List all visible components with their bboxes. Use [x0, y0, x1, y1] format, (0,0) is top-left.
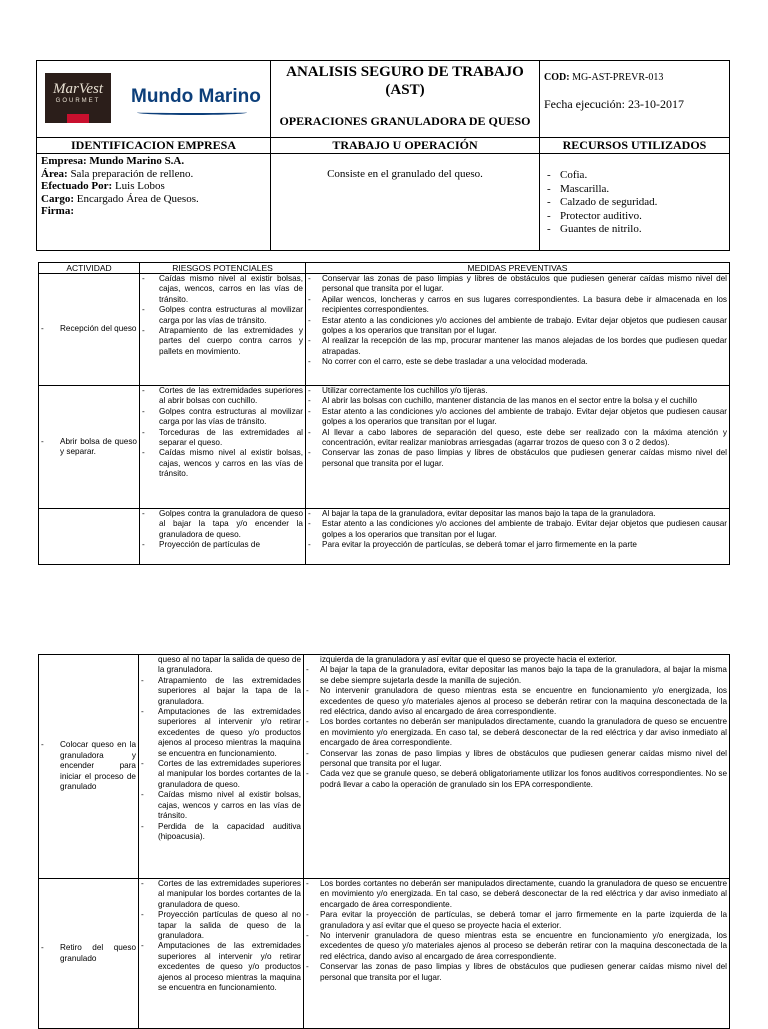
medida-item: - Al realizar la recepción de las mp, procurar mantener las manos alejadas de los bordes que pudiesen quedar atrapadas. [308, 336, 727, 357]
riesgos-cell [139, 879, 304, 1029]
actividad-cell [39, 386, 140, 509]
activity-row [39, 509, 730, 565]
medidas-cell [306, 274, 730, 386]
activity-row [39, 274, 730, 386]
riesgo-item: - Cortes de las extremidades superiores al manipular los bordes cortantes de la granuladora de queso. [141, 879, 301, 910]
riesgo-item: - Atrapamiento de las extremidades superiores al bajar la tapa de la granuladora. [141, 676, 301, 707]
medida-item: - No intervenir granuladora de queso mientras esta se encuentre en funcionamiento y/o energizada, los excedentes de queso y/o materiales ajenos al proceso se deberán retirar con la maquina desconectada de la red eléctrica, dando aviso al encargado de área correspondiente. [306, 931, 727, 962]
riesgo-item: - Proyección de partículas de [142, 540, 303, 550]
activity-table-1 [38, 262, 730, 565]
medida-item: - Conservar las zonas de paso limpias y libres de obstáculos que pudiesen generar caídas mismo nivel del personal que transita por el lugar. [306, 962, 727, 983]
riesgo-item: - Cortes de las extremidades superiores al manipular los bordes cortantes de la granuladora de queso. [141, 759, 301, 790]
code-cell [540, 61, 730, 138]
medida-item: - No correr con el carro, este se debe trasladar a una velocidad moderada. [308, 357, 727, 367]
title-cell [271, 61, 540, 138]
header-table [36, 60, 730, 251]
doc-title-abbrev: (AST) [385, 82, 425, 98]
section-recursos: RECURSOS UTILIZADOS [540, 138, 730, 154]
medidas-cell [304, 655, 730, 879]
riesgo-item: - Cortes de las extremidades superiores al abrir bolsas con cuchillo. [142, 386, 303, 407]
riesgo-item: - Golpes contra estructuras al movilizar carga por las vías de tránsito. [142, 305, 303, 326]
section-trabajo: TRABAJO U OPERACIÓN [271, 138, 540, 154]
riesgos-cell [140, 386, 306, 509]
trabajo-cell [271, 154, 540, 251]
medida-item: - Conservar las zonas de paso limpias y libres de obstáculos que pudiesen generar caídas mismo nivel del personal que transita por el lugar. [306, 749, 727, 770]
mundo-marino-logo: Mundo Marino [131, 86, 261, 115]
activity-row [39, 655, 730, 879]
area-value: Sala preparación de relleno. [70, 167, 194, 180]
cod-value: MG-AST-PREVR-013 [572, 72, 664, 83]
empresa-value: Mundo Marino S.A. [89, 155, 185, 167]
fecha-ejecucion: Fecha ejecución: 23-10-2017 [544, 97, 684, 111]
recurso-item: - Calzado de seguridad. [544, 196, 725, 210]
recurso-item: - Mascarilla. [544, 183, 725, 197]
riesgos-cell [140, 509, 306, 565]
medida-item: - Al bajar la tapa de la granuladora, evitar depositar las manos bajo la tapa de la granuladora. [308, 509, 727, 519]
recurso-item: - Protector auditivo. [544, 210, 725, 224]
th-medidas: MEDIDAS PREVENTIVAS [306, 263, 730, 274]
riesgo-item: - Caídas mismo nivel al existir bolsas, cajas, wencos y carros en las vías de tránsito. [142, 448, 303, 479]
riesgo-item: - Golpes contra estructuras al movilizar carga por las vías de tránsito. [142, 407, 303, 428]
medida-continuation: izquierda de la granuladora y así evitar que el queso se proyecte hacia el exterior. [320, 655, 617, 664]
actividad-text: - Recepción del queso [41, 324, 137, 334]
trabajo-desc: Consiste en el granulado del queso. [327, 168, 483, 180]
medida-item: - Los bordes cortantes no deberán ser manipulados directamente, cuando la granuladora de queso se encuentre en movimiento y/o energizada. En caso tal, se deberá desconectar de la red eléctrica y dar aviso inmediato al encargado de área correspondiente. [306, 717, 727, 748]
medida-item: - No intervenir granuladora de queso mientras esta se encuentre en funcionamiento y/o energizada, los excedentes de queso y/o materiales ajenos al proceso se deberán retirar con la maquina desconectada de la red eléctrica, dando aviso al encargado de área correspondiente. [306, 686, 727, 717]
logos-cell [37, 61, 271, 138]
medida-item: - Estar atento a las condiciones y/o acciones del ambiente de trabajo. Evitar dejar objetos que pudiesen causar golpes a los operarios que transitan por el lugar. [308, 519, 727, 540]
th-actividad: ACTIVIDAD [39, 263, 140, 274]
medida-item: - Cada vez que se granule queso, se deberá obligatoriamente utilizar los fonos auditivos correspondientes. No se podrá llevar a cabo la operación de granulado sin los EPA correspondiente. [306, 769, 727, 790]
recurso-item: - Cofia. [544, 169, 725, 183]
activity-row [39, 879, 730, 1029]
activity-table-2 [38, 654, 730, 1029]
medida-item: - Al bajar la tapa de la granuladora, evitar depositar las manos bajo la tapa de la granuladora, al bajar la misma se debe siempre sujetarla desde la manilla de sujeción. [306, 665, 727, 686]
medidas-cell [306, 509, 730, 565]
medidas-cell [306, 386, 730, 509]
section-empresa: IDENTIFICACION EMPRESA [37, 138, 271, 154]
recursos-list [544, 169, 725, 237]
riesgo-item: - Caídas mismo nivel al existir bolsas, cajas, wencos y carros en las vías de tránsito. [141, 790, 301, 821]
riesgo-item: - Torceduras de las extremidades al separar el queso. [142, 428, 303, 449]
riesgo-continuation: queso al no tapar la salida de queso de la granuladora. [158, 655, 301, 675]
actividad-cell [39, 879, 139, 1029]
cod-label: COD: [544, 72, 570, 83]
actividad-cell [39, 274, 140, 386]
medida-item: - Estar atento a las condiciones y/o acciones del ambiente de trabajo. Evitar dejar objetos que pudiesen causar golpes a los operarios que transitan por el lugar. [308, 316, 727, 337]
medida-item: - Estar atento a las condiciones y/o acciones del ambiente de trabajo. Evitar dejar objetos que pudiesen causar golpes a los operarios que transitan por el lugar. [308, 407, 727, 428]
medida-item: - Para evitar la proyección de partículas, se deberá tomar el jarro firmemente en la parte [308, 540, 727, 550]
medida-item: - Apilar wencos, loncheras y carros en sus lugares correspondientes. La basura debe ir almacenada en los recipientes correspondientes. [308, 295, 727, 316]
actividad-text: - Abrir bolsa de queso y separar. [41, 437, 137, 458]
riesgo-item: - Perdida de la capacidad auditiva (hipoacusia). [141, 822, 301, 843]
riesgo-item: - Atrapamiento de las extremidades y partes del cuerpo contra carros y pallets en movimiento. [142, 326, 303, 357]
doc-subtitle: OPERACIONES GRANULADORA DE QUESO [279, 114, 531, 128]
riesgo-item: - Amputaciones de las extremidades superiores al intervenir y/o retirar excedentes de queso y/o productos ajenos al proceso mientras la maquina se encuentra en funcionamiento. [141, 941, 301, 993]
efectuado-value: Luis Lobos [114, 180, 165, 192]
actividad-cell [39, 509, 140, 565]
medida-item: - Al abrir las bolsas con cuchillo, mantener distancia de las manos en el sector entre la bolsa y el cuchillo [308, 396, 727, 406]
company-info: Empresa: Mundo Marino S.A. Área: Sala preparación de relleno. Efectuado Por: Luis Lobos Cargo: Encargado Área de Quesos. Firma: [37, 154, 271, 251]
activity-row [39, 386, 730, 509]
riesgos-cell [139, 655, 304, 879]
medida-item: - Al llevar a cabo labores de separación del queso, este debe ser realizado con la máxima atención y concentración, evitar realizar maniobras arriesgadas (agarrar trozos de queso con 3 o 2 dedos). [308, 428, 727, 449]
medida-item: - Conservar las zonas de paso limpias y libres de obstáculos que pudiesen generar caídas mismo nivel del personal que transita por el lugar. [308, 274, 727, 295]
medidas-cell [304, 879, 730, 1029]
riesgo-item: - Caídas mismo nivel al existir bolsas, cajas, wencos, carros en las vías de tránsito. [142, 274, 303, 305]
riesgo-item: - Amputaciones de las extremidades superiores al intervenir y/o retirar excedentes de queso y/o productos ajenos al proceso mientras la maquina se encuentra en funcionamiento. [141, 707, 301, 759]
recursos-cell [540, 154, 730, 251]
firma-label: Firma: [41, 205, 74, 217]
medida-item: - Los bordes cortantes no deberán ser manipulados directamente, cuando la granuladora de queso se encuentre en movimiento y/o energizada. En tal caso, se deberá desconectar de la red eléctrica y dar aviso inmediato al encargado de área correspondiente. [306, 879, 727, 910]
riesgo-item: - Proyección partículas de queso al no tapar la salida de queso de la granuladora. [141, 910, 301, 941]
medida-item: - Conservar las zonas de paso limpias y libres de obstáculos que pudiesen generar caídas mismo nivel del personal que transita por el lugar. [308, 448, 727, 469]
riesgo-item: - Golpes contra la granuladora de queso al bajar la tapa y/o encender la granuladora de queso. [142, 509, 303, 540]
recurso-item: - Guantes de nitrilo. [544, 223, 725, 237]
actividad-cell [39, 655, 139, 879]
medida-item: - Para evitar la proyección de partículas, se deberá tomar el jarro firmemente en la parte izquierda de la granuladora y así evitar que el queso se proyecte hacia el exterior. [306, 910, 727, 931]
doc-title: ANALISIS SEGURO DE TRABAJO [286, 64, 524, 80]
marvest-logo: MarVest GOURMET [45, 73, 111, 123]
cargo-value: Encargado Área de Quesos. [76, 192, 199, 205]
th-riesgos: RIESGOS POTENCIALES [140, 263, 306, 274]
actividad-text: - Colocar queso en la granuladora y encender para iniciar el proceso de granulado [41, 740, 136, 792]
medida-item: - Utilizar correctamente los cuchillos y/o tijeras. [308, 386, 727, 396]
actividad-text: - Retiro del queso granulado [41, 943, 136, 964]
riesgos-cell [140, 274, 306, 386]
